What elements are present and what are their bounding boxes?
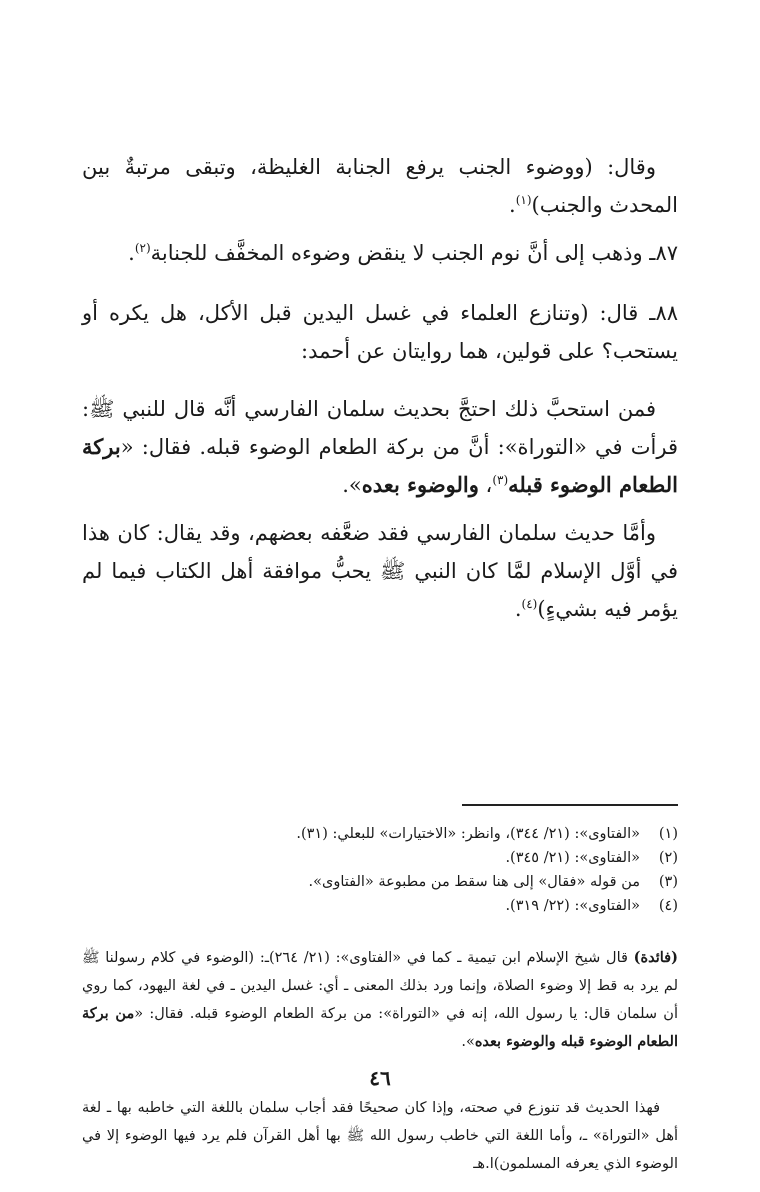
footnote-ref-2: (٢): [134, 241, 151, 255]
footnote-4: [82, 894, 678, 918]
paragraph-salman-mid: ،: [478, 473, 493, 497]
footnote-number: (٤): [658, 898, 678, 914]
page-number: ٤٦: [369, 1066, 391, 1090]
footnote-2: [82, 846, 678, 870]
paragraph-weak-text: وأمَّا حديث سلمان الفارسي فقد ضعَّفه بعضهم، وقد يقال: كان هذا في أوَّل الإسلام لمَّا كان النبي ﷺ يحبُّ موافقة أهل الكتاب فيما لم يؤمر فيه بشيءٍ): [82, 521, 678, 621]
footnote-3: [82, 870, 678, 894]
paragraph-salman-end: ».: [342, 473, 362, 497]
footnote-separator: [462, 804, 678, 806]
footnote-ref-1: (١): [515, 193, 532, 207]
benefit-label: (فائدة): [633, 949, 678, 966]
paragraph-salman-hadith: [82, 390, 678, 504]
footnote-text: «الفتاوى»: (٢١/ ٣٤٤)، وانظر: «الاختيارات» للبعلي: (٣١).: [296, 826, 640, 842]
paragraph-1-end: .: [509, 193, 516, 217]
benefit-end: ».: [461, 1034, 475, 1050]
paragraph-87-text: ٨٧ـ وذهب إلى أنَّ نوم الجنب لا ينقض وضوءه المخفَّف للجنابة: [150, 241, 678, 265]
benefit-note-continued: [82, 1094, 678, 1178]
paragraph-salman-text: فمن استحبَّ ذلك احتجَّ بحديث سلمان الفارسي أنَّه قال للنبي ﷺ: قرأت في «التوراة»: أنَّ من بركة الطعام الوضوء قبله. فقال: «: [82, 397, 678, 459]
footnote-text: «الفتاوى»: (٢١/ ٣٤٥).: [505, 850, 640, 866]
benefit-note: [82, 944, 678, 1056]
footnote-number: (١): [658, 826, 678, 842]
footnote-number: (٣): [658, 874, 678, 890]
paragraph-weak-end: .: [514, 597, 522, 621]
footnote-ref-4: (٤): [521, 597, 538, 611]
hadith-quote-bold-1: بركة الطعام الوضوء قبله: [82, 434, 678, 497]
footnote-ref-3: (٣): [492, 473, 509, 487]
benefit-continued-text: فهذا الحديث قد تنوزع في صحته، وإذا كان صحيحًا فقد أجاب سلمان باللغة التي خاطبه بها ـ لغة أهل «التوراة» ـ، وأما اللغة التي خاطب رسول الله ﷺ بها أهل القرآن فلم يرد فيها الوضوء إلا في الوضوء الذي يعرفه المسلمون)ا.هـ: [82, 1100, 678, 1172]
book-page: [82, 0, 678, 1192]
paragraph-87-end: .: [128, 241, 135, 265]
paragraph-88-text: ٨٨ـ قال: (وتنازع العلماء في غسل اليدين قبل الأكل، هل يكره أو يستحب؟ على قولين، هما روايتان عن أحمد:: [82, 301, 678, 363]
paragraph-weak-hadith: [82, 514, 678, 628]
footnote-text: من قوله «فقال» إلى هنا سقط من مطبوعة «الفتاوى».: [308, 874, 640, 890]
paragraph-88: [82, 294, 678, 370]
footnote-text: «الفتاوى»: (٢٢/ ٣١٩).: [505, 898, 640, 914]
footnote-1: [82, 822, 678, 846]
footnote-number: (٢): [658, 850, 678, 866]
paragraph-1: [82, 148, 678, 224]
hadith-quote-bold-2: والوضوء بعده: [361, 472, 479, 497]
benefit-hadith-bold: من بركة الطعام الوضوء قبله والوضوء بعده: [82, 1005, 678, 1050]
benefit-text: قال شيخ الإسلام ابن تيمية ـ كما في «الفتاوى»: (٢١/ ٢٦٤)ـ: (الوضوء في كلام رسولنا ﷺ لم يرد به قط إلا وضوء الصلاة، وإنما ورد بذلك المعنى ـ أي: غسل اليدين ـ في لغة اليهود، كما روي أن سلمان قال: يا رسول الله، إنه في «التوراة»: من بركة الطعام الوضوء قبله. فقال: «: [82, 950, 678, 1022]
paragraph-1-text: وقال: (ووضوء الجنب يرفع الجنابة الغليظة، وتبقى مرتبةٌ بين المحدث والجنب): [82, 155, 678, 217]
paragraph-87: [82, 234, 678, 272]
